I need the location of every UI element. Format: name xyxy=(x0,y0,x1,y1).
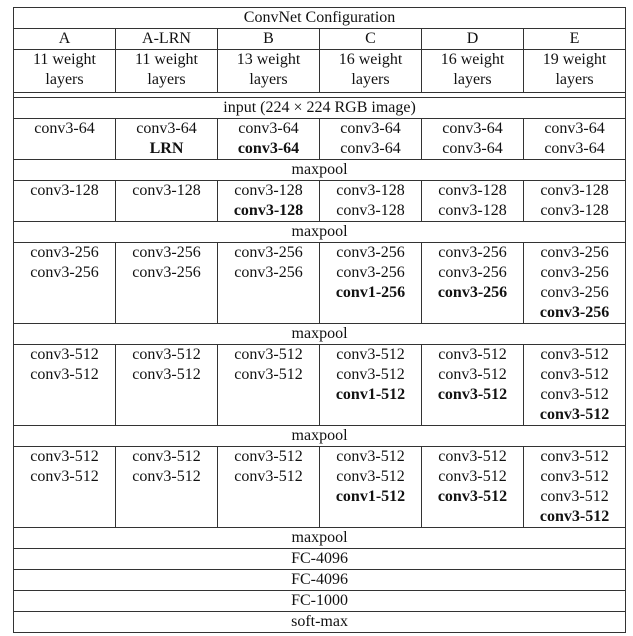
layer-cell xyxy=(116,181,218,222)
weight-layers-text: layers xyxy=(555,71,594,88)
added-layer-text: conv1-256 xyxy=(335,284,406,301)
layer-text: conv3-512 xyxy=(234,468,303,485)
layer-text: conv3-512 xyxy=(30,468,99,485)
fc-layer-row xyxy=(14,570,626,591)
added-layer-text: conv3-512 xyxy=(437,488,508,505)
fc-layer-row xyxy=(14,549,626,570)
layer-text: conv3-128 xyxy=(336,202,405,219)
layer-text: conv3-256 xyxy=(132,264,201,281)
layer-text: conv3-256 xyxy=(438,244,507,261)
layer-text: conv3-256 xyxy=(132,244,201,261)
layer-cell xyxy=(524,119,626,160)
layer-text: conv3-64 xyxy=(34,120,95,137)
layer-text: conv3-128 xyxy=(540,202,609,219)
added-layer-text: conv1-512 xyxy=(335,386,406,403)
layer-text: conv3-512 xyxy=(132,448,201,465)
column-name-row xyxy=(14,29,626,50)
conv-block-row xyxy=(14,447,626,528)
weight-layers-text: 13 weight xyxy=(236,51,301,68)
maxpool-layer: maxpool xyxy=(14,528,626,549)
layer-text: conv3-128 xyxy=(438,202,507,219)
conv-block-row xyxy=(14,345,626,426)
maxpool-layer: maxpool xyxy=(14,222,626,243)
conv-block-row xyxy=(14,243,626,324)
layer-text: conv3-512 xyxy=(132,468,201,485)
layer-cell xyxy=(218,243,320,324)
layer-cell xyxy=(218,345,320,426)
added-layer-text: conv3-64 xyxy=(237,140,300,157)
weight-layers-text: layers xyxy=(45,71,84,88)
maxpool-layer: maxpool xyxy=(14,426,626,447)
weight-layers-text: layers xyxy=(249,71,288,88)
column-header-d: D xyxy=(422,29,524,50)
column-header-a-lrn: A-LRN xyxy=(116,29,218,50)
weight-layers-cell xyxy=(14,50,116,93)
layer-cell xyxy=(116,243,218,324)
layer-text: conv3-128 xyxy=(438,182,507,199)
layer-cell xyxy=(422,447,524,528)
layer-text: conv3-256 xyxy=(540,264,609,281)
layer-text: conv3-256 xyxy=(540,244,609,261)
layer-text: conv3-512 xyxy=(234,366,303,383)
layer-text: conv3-128 xyxy=(30,182,99,199)
layer-text: conv3-64 xyxy=(238,120,299,137)
maxpool-layer-row xyxy=(14,222,626,243)
table-title: ConvNet Configuration xyxy=(14,8,626,29)
maxpool-layer-row xyxy=(14,160,626,181)
layer-text: conv3-64 xyxy=(442,120,503,137)
layer-text: conv3-128 xyxy=(540,182,609,199)
layer-cell xyxy=(320,345,422,426)
convnet-configuration-table xyxy=(13,7,626,633)
layer-text: conv3-64 xyxy=(544,140,605,157)
layer-cell xyxy=(14,181,116,222)
layer-text: conv3-512 xyxy=(438,468,507,485)
added-layer-text: conv3-512 xyxy=(539,508,610,525)
layer-text: conv3-512 xyxy=(438,448,507,465)
layer-text: conv3-512 xyxy=(30,366,99,383)
layer-text: conv3-512 xyxy=(30,448,99,465)
input-layer-label: input (224 × 224 RGB image) xyxy=(14,98,626,119)
weight-layers-text: layers xyxy=(351,71,390,88)
fc-layer: FC-4096 xyxy=(14,549,626,570)
layer-cell xyxy=(14,243,116,324)
layer-text: conv3-256 xyxy=(30,244,99,261)
maxpool-layer-row xyxy=(14,528,626,549)
added-layer-text: conv3-512 xyxy=(437,386,508,403)
maxpool-layer: maxpool xyxy=(14,324,626,345)
softmax-layer: soft-max xyxy=(14,612,626,633)
conv-block-row xyxy=(14,119,626,160)
layer-text: conv3-512 xyxy=(540,346,609,363)
added-layer-text: LRN xyxy=(149,140,184,157)
layer-cell xyxy=(218,119,320,160)
layer-text: conv3-512 xyxy=(540,468,609,485)
layer-text: conv3-512 xyxy=(234,346,303,363)
layer-text: conv3-128 xyxy=(234,182,303,199)
layer-cell xyxy=(524,345,626,426)
layer-text: conv3-512 xyxy=(336,468,405,485)
layer-text: conv3-512 xyxy=(336,366,405,383)
layer-cell xyxy=(14,119,116,160)
layer-cell xyxy=(320,119,422,160)
added-layer-text: conv3-256 xyxy=(539,304,610,321)
maxpool-layer: maxpool xyxy=(14,160,626,181)
weight-layers-cell xyxy=(116,50,218,93)
column-header-c: C xyxy=(320,29,422,50)
layer-text: conv3-64 xyxy=(340,140,401,157)
layer-text: conv3-128 xyxy=(132,182,201,199)
weight-layers-cell xyxy=(524,50,626,93)
layer-cell xyxy=(116,345,218,426)
conv-block-row xyxy=(14,181,626,222)
maxpool-layer-row xyxy=(14,426,626,447)
layer-text: conv3-512 xyxy=(30,346,99,363)
weight-layers-row xyxy=(14,50,626,93)
layer-text: conv3-256 xyxy=(438,264,507,281)
layer-text: conv3-512 xyxy=(234,448,303,465)
layer-cell xyxy=(524,243,626,324)
added-layer-text: conv3-256 xyxy=(437,284,508,301)
layer-text: conv3-256 xyxy=(336,244,405,261)
weight-layers-text: layers xyxy=(453,71,492,88)
layer-text: conv3-512 xyxy=(336,346,405,363)
layer-text: conv3-64 xyxy=(442,140,503,157)
weight-layers-text: layers xyxy=(147,71,186,88)
layer-text: conv3-256 xyxy=(30,264,99,281)
layer-text: conv3-128 xyxy=(336,182,405,199)
layer-text: conv3-512 xyxy=(438,366,507,383)
weight-layers-text: 16 weight xyxy=(440,51,505,68)
layer-cell xyxy=(422,181,524,222)
weight-layers-text: 19 weight xyxy=(542,51,607,68)
added-layer-text: conv1-512 xyxy=(335,488,406,505)
maxpool-layer-row xyxy=(14,324,626,345)
column-header-b: B xyxy=(218,29,320,50)
layer-text: conv3-256 xyxy=(234,264,303,281)
layer-text: conv3-64 xyxy=(136,120,197,137)
layer-text: conv3-512 xyxy=(540,366,609,383)
layer-text: conv3-64 xyxy=(544,120,605,137)
layer-cell xyxy=(116,447,218,528)
layer-cell xyxy=(218,447,320,528)
layer-cell xyxy=(320,447,422,528)
column-header-a: A xyxy=(14,29,116,50)
layer-text: conv3-512 xyxy=(132,346,201,363)
fc-layer: FC-1000 xyxy=(14,591,626,612)
column-header-e: E xyxy=(524,29,626,50)
softmax-layer-row xyxy=(14,612,626,633)
layer-text: conv3-512 xyxy=(540,488,609,505)
input-row xyxy=(14,98,626,119)
weight-layers-cell xyxy=(218,50,320,93)
weight-layers-text: 11 weight xyxy=(135,51,198,68)
layer-cell xyxy=(422,345,524,426)
added-layer-text: conv3-512 xyxy=(539,406,610,423)
layer-text: conv3-512 xyxy=(336,448,405,465)
layer-text: conv3-512 xyxy=(438,346,507,363)
title-row xyxy=(14,8,626,29)
layer-text: conv3-256 xyxy=(234,244,303,261)
weight-layers-text: 11 weight xyxy=(33,51,96,68)
weight-layers-cell xyxy=(320,50,422,93)
layer-text: conv3-512 xyxy=(540,448,609,465)
layer-cell xyxy=(422,119,524,160)
layer-text: conv3-512 xyxy=(132,366,201,383)
fc-layer: FC-4096 xyxy=(14,570,626,591)
layer-cell xyxy=(14,447,116,528)
layer-cell xyxy=(14,345,116,426)
weight-layers-cell xyxy=(422,50,524,93)
layer-cell xyxy=(524,447,626,528)
layer-cell xyxy=(422,243,524,324)
layer-cell xyxy=(116,119,218,160)
weight-layers-text: 16 weight xyxy=(338,51,403,68)
added-layer-text: conv3-128 xyxy=(233,202,304,219)
fc-layer-row xyxy=(14,591,626,612)
layer-text: conv3-256 xyxy=(336,264,405,281)
layer-cell xyxy=(320,181,422,222)
layer-cell xyxy=(320,243,422,324)
layer-cell xyxy=(524,181,626,222)
layer-cell xyxy=(218,181,320,222)
layer-text: conv3-256 xyxy=(540,284,609,301)
layer-text: conv3-64 xyxy=(340,120,401,137)
layer-text: conv3-512 xyxy=(540,386,609,403)
